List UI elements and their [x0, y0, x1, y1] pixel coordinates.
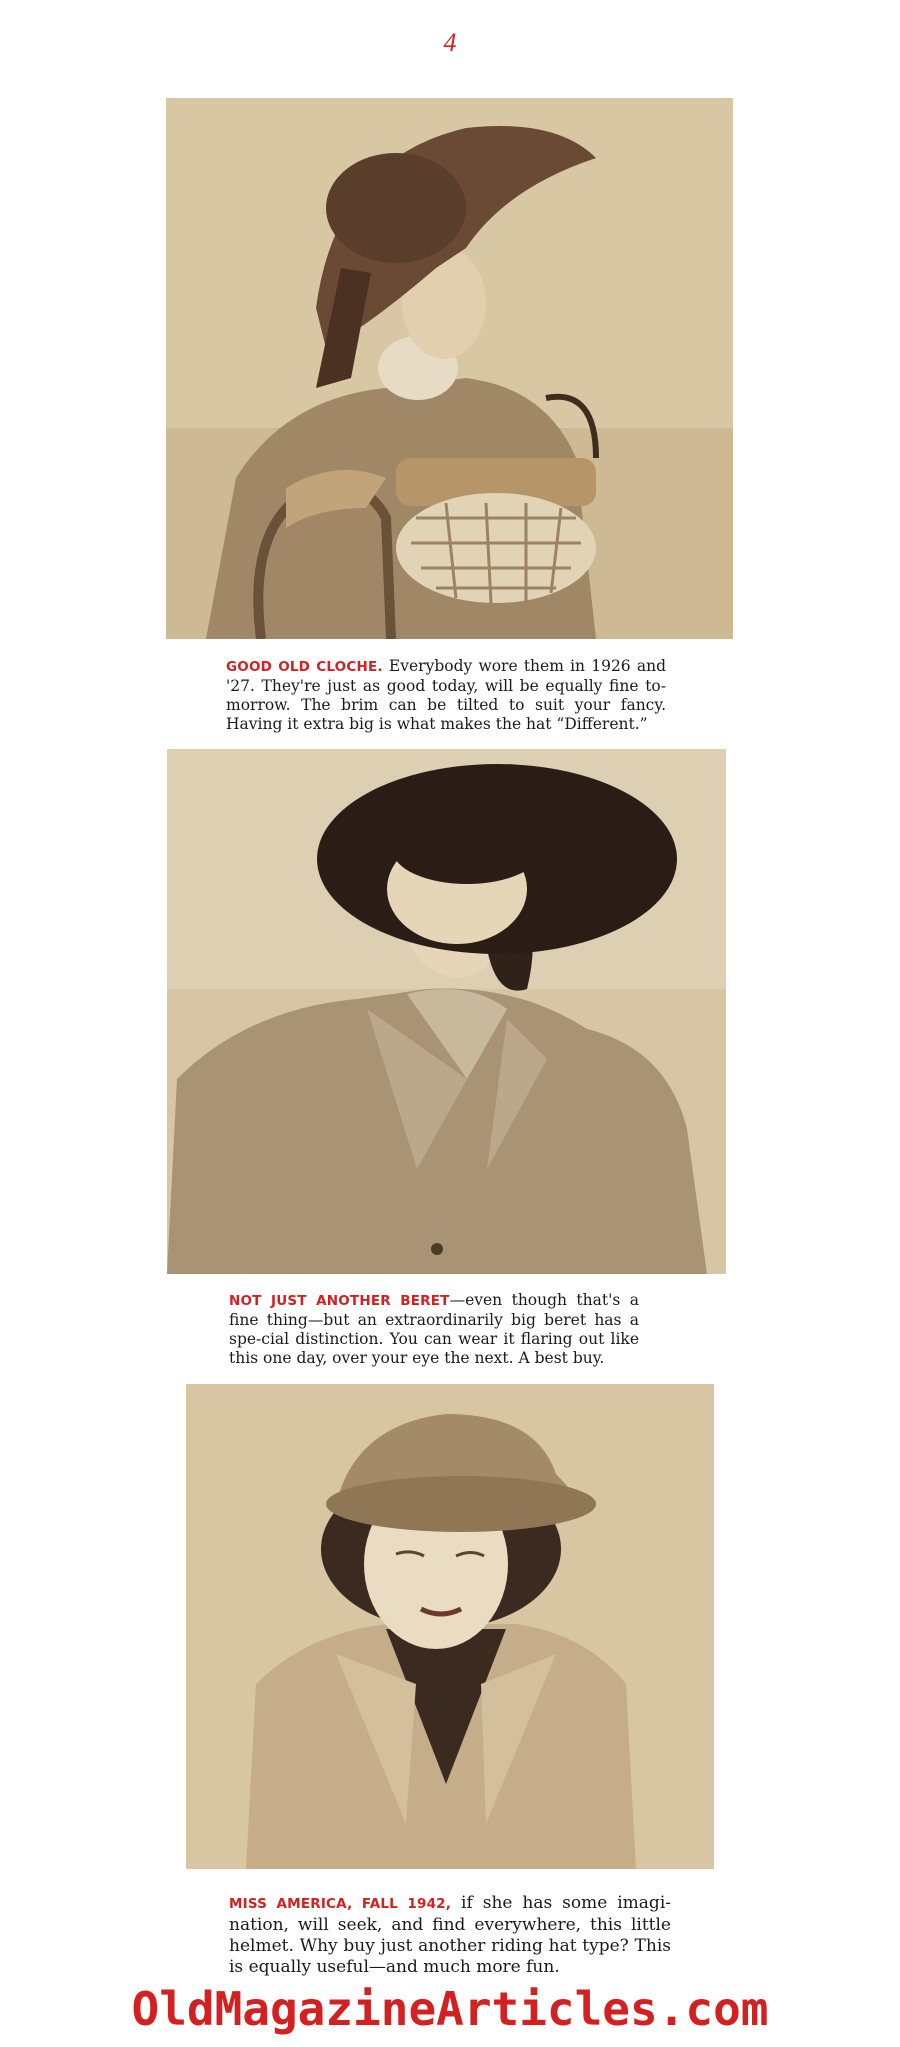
- caption-text: Everybody wore them in 1926 and '27. They're just as good today, will be equally fine to-morrow. The brim can be tilted to suit your fancy. Having it extra big is what makes the hat “Different.”: [226, 657, 667, 733]
- photo-cloche-hat: [166, 98, 733, 639]
- site-logo: OldMagazineArticles.com: [131, 1982, 769, 2036]
- caption-helmet: [229, 1893, 671, 1978]
- caption-lead: MISS AMERICA, FALL 1942,: [229, 1896, 452, 1912]
- caption-lead: NOT JUST ANOTHER BERET: [229, 1293, 450, 1309]
- caption-text: if she has some imagi-nation, will seek, and find everywhere, this little helmet. Why buy just another riding hat type? This is equally useful—and much more fun.: [229, 1893, 671, 1977]
- photo-big-beret: [167, 749, 726, 1274]
- caption-beret: [229, 1291, 639, 1368]
- caption-text: —even though that's a fine thing—but an extraordinarily big beret has a spe-cial distinction. You can wear it flaring out like this one day, over your eye the next. A best buy.: [229, 1291, 639, 1367]
- caption-lead: GOOD OLD CLOCHE.: [226, 659, 383, 675]
- photo-little-helmet: [186, 1384, 714, 1869]
- caption-cloche: [226, 657, 666, 734]
- page-number: 4: [443, 28, 457, 57]
